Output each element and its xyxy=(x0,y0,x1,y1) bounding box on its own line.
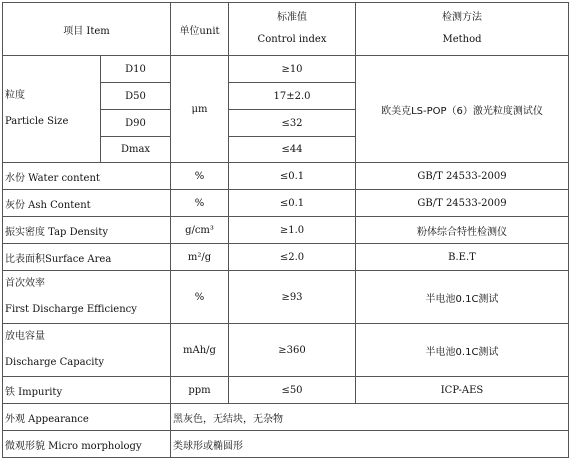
row-value: ≥93 xyxy=(229,271,356,324)
tap-density-row xyxy=(3,217,569,244)
header-row xyxy=(3,3,569,56)
discharge-capacity-label-en: Discharge Capacity xyxy=(5,357,105,368)
particle-sub: D90 xyxy=(101,110,171,137)
particle-method: 欧美克LS-POP（6）激光粒度测试仪 xyxy=(356,56,569,163)
particle-value: ≤32 xyxy=(229,110,356,137)
header-item: 项目 Item xyxy=(3,3,171,56)
appearance-value: 黑灰色，无结块，无杂物 xyxy=(171,404,569,431)
row-unit: % xyxy=(171,163,229,190)
row-item: 微观形貌 Micro morphology xyxy=(3,431,171,458)
row-unit: mAh/g xyxy=(171,324,229,377)
row-method: ICP-AES xyxy=(356,377,569,404)
row-unit: g/cm³ xyxy=(171,217,229,244)
row-method: 粉体综合特性检测仪 xyxy=(356,217,569,244)
row-method: B.E.T xyxy=(356,244,569,271)
discharge-capacity-row xyxy=(3,324,569,377)
header-unit: 单位unit xyxy=(171,3,229,56)
row-item: 振实密度 Tap Density xyxy=(3,217,171,244)
particle-label-en: Particle Size xyxy=(5,116,69,127)
row-value: ≤0.1 xyxy=(229,163,356,190)
header-method xyxy=(356,3,569,56)
particle-value: ≥10 xyxy=(229,56,356,83)
row-value: ≤2.0 xyxy=(229,244,356,271)
morphology-value: 类球形或椭圆形 xyxy=(171,431,569,458)
row-unit: % xyxy=(171,271,229,324)
row-value: ≥1.0 xyxy=(229,217,356,244)
discharge-efficiency-label-cn: 首次效率 xyxy=(5,278,45,289)
row-method: 半电池0.1C测试 xyxy=(356,271,569,324)
row-item: 灰份 Ash Content xyxy=(3,190,171,217)
surface-area-row xyxy=(3,244,569,271)
row-item: 外观 Appearance xyxy=(3,404,171,431)
discharge-efficiency-label xyxy=(3,271,171,324)
discharge-capacity-label xyxy=(3,324,171,377)
row-unit: % xyxy=(171,190,229,217)
appearance-row xyxy=(3,404,569,431)
discharge-capacity-label-cn: 放电容量 xyxy=(5,331,45,342)
ash-row xyxy=(3,190,569,217)
discharge-efficiency-row xyxy=(3,271,569,324)
particle-value: ≤44 xyxy=(229,137,356,163)
row-value: ≤0.1 xyxy=(229,190,356,217)
particle-label-cn: 粒度 xyxy=(5,90,25,101)
discharge-efficiency-label-en: First Discharge Efficiency xyxy=(5,304,137,315)
impurity-row xyxy=(3,377,569,404)
row-method: GB/T 24533-2009 xyxy=(356,163,569,190)
row-item: 水份 Water content xyxy=(3,163,171,190)
row-value: ≥360 xyxy=(229,324,356,377)
header-method-en: Method xyxy=(442,34,482,45)
water-row xyxy=(3,163,569,190)
row-method: GB/T 24533-2009 xyxy=(356,190,569,217)
particle-label xyxy=(3,56,101,163)
row-item: 比表面积Surface Area xyxy=(3,244,171,271)
particle-sub: Dmax xyxy=(101,137,171,163)
particle-row-d10 xyxy=(3,56,569,83)
row-value: ≤50 xyxy=(229,377,356,404)
row-unit: m²/g xyxy=(171,244,229,271)
particle-sub: D10 xyxy=(101,56,171,83)
header-standard-cn: 标准值 xyxy=(277,12,307,23)
row-method: 半电池0.1C测试 xyxy=(356,324,569,377)
header-standard-en: Control index xyxy=(257,34,327,45)
header-standard xyxy=(229,3,356,56)
row-item: 铁 Impurity xyxy=(3,377,171,404)
row-unit: ppm xyxy=(171,377,229,404)
morphology-row xyxy=(3,431,569,458)
particle-value: 17±2.0 xyxy=(229,83,356,110)
header-method-cn: 检测方法 xyxy=(442,12,482,23)
particle-unit: μm xyxy=(171,56,229,163)
spec-table xyxy=(2,2,569,458)
particle-sub: D50 xyxy=(101,83,171,110)
